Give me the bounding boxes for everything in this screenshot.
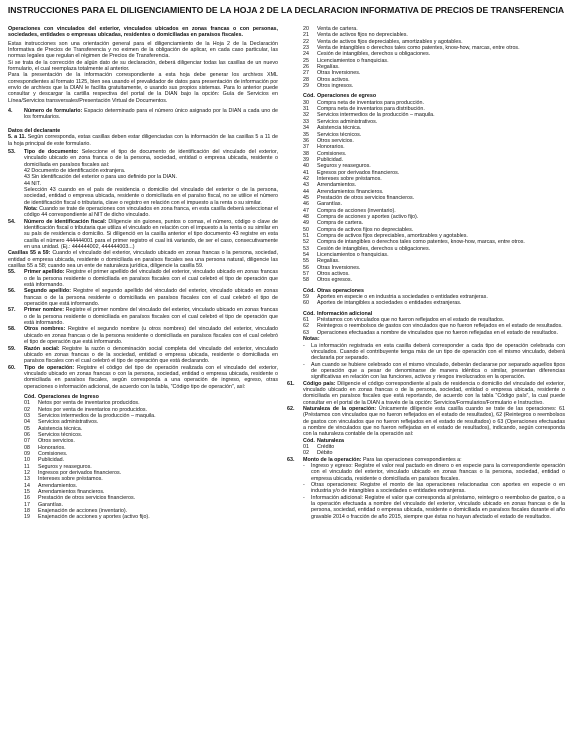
adicional-code-list: [287, 317, 565, 336]
code-description: Garantías.: [317, 201, 342, 208]
code-description: Prestación de otros servicios financieros.: [38, 495, 136, 502]
code-description: Venta de intangibles o derechos tales como patentes, know-how, marcas, entre otros.: [317, 45, 520, 52]
code-number: 63: [303, 329, 309, 336]
code-description: Ingresos por derivados financieros.: [38, 470, 122, 477]
notas-label: Notas:: [303, 336, 320, 343]
code-number: 47: [303, 207, 309, 214]
item-text: Registre el primer apellido del vinculado del exterior, vinculado ubicado en zonas francas o de la persona residente o domiciliada en paraísos fiscales con el cual celebró el tipo de operación que está informando.: [24, 269, 278, 289]
code-number: 27: [303, 70, 309, 77]
code-description: Netos por venta de inventarios no producidos.: [38, 406, 148, 413]
code-number: 08: [24, 444, 30, 451]
code-description: Licenciamientos o franquicias.: [317, 252, 389, 259]
code-description: Compra de acciones y aportes (activo fijo).: [317, 213, 419, 220]
item-label: Primer apellido:: [24, 269, 65, 276]
item-label: Razón social:: [24, 345, 60, 352]
casillas-55-59: [8, 250, 278, 269]
item-text: Registre la razón o denominación social completa del vinculado del exterior, vinculado ubicado en zonas francas o de la sociedad, entidad o empresa ubicada, residente o domiciliada en paraísos fiscales con el cual celebró el tipo de operación que está declarando.: [24, 345, 278, 365]
item-number: 55.: [8, 269, 16, 276]
left-column: [8, 26, 278, 521]
code-number: 53: [303, 245, 309, 252]
item-label: Tipo de operación:: [24, 364, 75, 371]
code-number: 05: [24, 425, 30, 432]
item-text: Registre el segundo apellido del vinculado del exterior, vinculado ubicado en zonas francas o de la persona residente o domiciliada en paraísos fiscales con el cual celebró el tipo de operación que está informando.: [24, 288, 278, 308]
intro-paragraph: Si se trata de la corrección de algún dato de su declaración, deberá diligenciar todas las casillas de un nuevo formulario, el cual reemplaza totalmente al anterior.: [8, 59, 278, 73]
code-number: 11: [24, 463, 30, 470]
code-description: Egresos por derivados financieros.: [317, 169, 400, 176]
item-number: 54.: [8, 218, 16, 225]
code-number: 44: [303, 188, 309, 195]
item-number: 57.: [8, 307, 16, 314]
doc-type-zona-franca-note: [8, 206, 278, 219]
code-description: Compra neta de inventarios para producción.: [317, 99, 424, 106]
code-description: Prestación de otros servicios financieros.: [317, 194, 415, 201]
code-description: Enajenación de acciones y aportes (activo fijo).: [38, 514, 150, 521]
code-number: 40: [303, 163, 309, 170]
code-number: 55: [303, 258, 309, 265]
code-number: 57: [303, 271, 309, 278]
item-label: 5. a 11.: [8, 134, 27, 141]
code-number: 45: [303, 194, 309, 201]
item-label: Segundo apellido:: [24, 288, 72, 295]
code-description: Débito: [317, 450, 333, 457]
item-61: [287, 381, 565, 406]
monto-bullet: - Otras operaciones: Registre el monto de las operaciones relacionadas con aportes en especie o en industria y/o de intangibles a sociedades o entidades extranjeras.: [303, 482, 565, 495]
code-number: 52: [303, 239, 309, 246]
code-description: Servicios intermedios de la producción – maquila.: [38, 412, 156, 419]
code-description: Netos por venta de inventarios producidos.: [38, 400, 140, 407]
item-number: 56.: [8, 288, 16, 295]
code-number: 48: [303, 213, 309, 220]
code-row: [287, 277, 565, 283]
code-number: 09: [24, 451, 30, 457]
code-header: Cód.: [24, 393, 36, 400]
code-number: 39: [303, 156, 309, 163]
code-description: Servicios técnicos.: [38, 431, 83, 438]
item-text: Para las operaciones correspondientes a:: [361, 456, 462, 463]
code-number: 21: [303, 32, 309, 39]
code-description: Servicios administrativos.: [38, 419, 99, 426]
intro-paragraph: Estas instrucciones son una orientación general para el diligenciamiento de la Hoja 2 de la Declaración Informativa de Precios de Transferencia y no eximen de la obligación de aplicar, en cada caso particular, las normas legales que regulan el régimen de Precios de Transferencia.: [8, 40, 278, 60]
item-label: Código país:: [303, 380, 336, 387]
item-5-11: [8, 134, 278, 147]
section-header: Operaciones de egreso: [317, 93, 377, 100]
code-number: 46: [303, 201, 309, 208]
item-number: 4.: [8, 108, 13, 115]
code-number: 58: [303, 277, 309, 284]
item-label: Primer nombre:: [24, 307, 64, 314]
code-description: Otras Inversiones.: [317, 264, 361, 271]
code-number: 31: [303, 106, 309, 113]
code-description: Cesión de intangibles, derechos u obligaciones.: [317, 245, 431, 252]
item-number: 59.: [8, 345, 16, 352]
code-number: 06: [24, 431, 30, 438]
code-description: Regalías.: [317, 64, 340, 71]
code-number: 23: [303, 45, 309, 52]
item-text: Registre el primer nombre del vinculado del exterior, vinculado ubicado en zonas francas o de la persona residente o domiciliada en paraísos fiscales con el cual celebró el tipo de operación que está informando.: [24, 307, 278, 327]
code-description: Otros servicios.: [317, 137, 354, 144]
item-label: Otros nombres:: [24, 326, 66, 333]
numbered-item: [8, 269, 278, 288]
code-number: 59: [303, 294, 309, 301]
numbered-item: [8, 326, 278, 345]
code-row: [8, 514, 278, 520]
code-description: Otros ingresos.: [317, 83, 354, 90]
code-description: Compra de acciones (inventario).: [317, 207, 396, 214]
item-label: Tipo de documento:: [24, 148, 79, 155]
code-row: [287, 330, 565, 336]
code-description: Servicios técnicos.: [317, 131, 362, 138]
item-text: Únicamente diligencie esta casilla cuando se trate de las operaciones: 61 (Préstamos con vinculados que no fueron reflejados en el estado de resultados), 62 (Reintegros o reembolsos de gastos con vinculados que no fueron reflejados en el estado de resultados) o 63 (Operaciones efectuadas a nombre de vinculados que no fueron reflejadas en el estado de resultados), indicando, según corresponda con la naturaleza contable de la operación así:: [303, 405, 565, 438]
numbered-item: [8, 346, 278, 365]
code-description: Compra neta de inventarios para distribución.: [317, 106, 425, 113]
code-description: Seguros y reaseguros.: [317, 163, 371, 170]
code-number: 18: [24, 508, 30, 515]
code-number: 49: [303, 220, 309, 227]
code-number: 36: [303, 137, 309, 144]
code-description: Compra de intangibles o derechos tales como patentes, know-how, marcas, entre otros.: [317, 239, 525, 246]
code-number: 26: [303, 64, 309, 71]
code-description: Otros activos.: [317, 76, 350, 83]
code-description: Compra de activos fijos depreciables, amortizables y agotables.: [317, 233, 468, 239]
code-number: 30: [303, 99, 309, 106]
numbered-item: [8, 365, 278, 390]
section-heading-declarante: Datos del declarante: [8, 127, 61, 134]
doc-type-code: 44 NIT.: [24, 180, 41, 187]
code-number: 61: [303, 317, 309, 324]
code-description: Compra de activos fijos no depreciables.: [317, 226, 414, 233]
code-number: 17: [24, 501, 30, 508]
code-number: 34: [303, 125, 309, 132]
code-description: Comisiones.: [317, 150, 347, 157]
naturaleza-code-list: [287, 444, 565, 457]
monto-text: Otras operaciones: Registre el monto de las operaciones relacionadas con aportes en especie o en industria y/o de intangibles a sociedades o entidades extranjeras.: [311, 482, 565, 495]
page-title: INSTRUCCIONES PARA EL DILIGENCIAMIENTO DE LA HOJA 2 DE LA DECLARACION INFORMATIVA DE PRECIOS DE TRANSFERENCIA: [7, 5, 565, 15]
code-description: Otros activos.: [317, 271, 350, 278]
code-description: Servicios intermedios de la producción – maquila.: [317, 112, 435, 119]
item-text: Registre el código del tipo de operación realizada con el vinculado del exterior, vinculado ubicado en zonas francas o con la persona, sociedad, entidad o empresa ubicada, residente o domiciliada en paraísos fiscales, según corresponda a una operación de ingreso, egreso, otras operaciones o información adicional, de acuerdo con la tabla, “Código tipo de operación”, así:: [24, 364, 278, 390]
code-description: Licenciamientos o franquicias.: [317, 57, 389, 64]
code-number: 60: [303, 300, 309, 307]
code-row: [287, 83, 565, 89]
item-text: Cuando el vinculado del exterior, vinculado ubicado en zonas francas o la persona, sociedad, entidad o empresa ubicada, residente o domiciliada en paraísos fiscales sea una persona natural, diligencie las casillas 55 a 58; cuando sea un ente de naturaleza jurídica, diligencie la casilla 59.: [8, 250, 278, 270]
code-number: 56: [303, 264, 309, 271]
code-number: 14: [24, 482, 30, 489]
monto-bullet: - Información adicional: Registre el valor que corresponda al préstamo, reintegro o reembolso de gastos, o a la operación efectuada a nombre del vinculado del exterior, vinculado ubicado en zonas francas o de la persona, sociedad, entidad o empresa ubicada, residente o domiciliada en paraísos fiscales durante el año gravable 2014 o fracción de año 2015, siempre que éstas no hayan afectado el estado de resultados.: [303, 494, 565, 520]
item-54: [8, 219, 278, 251]
code-header: Cód.: [303, 310, 315, 317]
item-text: Registre el segundo nombre (u otros nombres) del vinculado del exterior, vinculado ubicado en zonas francas o de la persona residente o domiciliada en paraísos fiscales con el cual celebró el tipo de operación que está informando.: [24, 326, 279, 346]
item-number: 58.: [8, 326, 16, 333]
code-description: Publicidad.: [317, 156, 344, 163]
section-header: Información adicional: [317, 310, 373, 317]
code-description: Otros servicios.: [38, 438, 75, 445]
item-label: Monto de la operación:: [303, 456, 362, 463]
code-number: 19: [24, 514, 30, 521]
item-label: Casillas 55 a 59:: [8, 250, 51, 257]
item-number: 53.: [8, 148, 16, 155]
code-description: Arrendamientos financieros.: [38, 489, 105, 496]
numbered-item: [8, 307, 278, 326]
code-number: 20: [303, 26, 309, 32]
code-number: 37: [303, 144, 309, 151]
item-text: Seleccione el tipo de documento de identificación del vinculado del exterior, vinculado ubicado en zona franca o de la persona, sociedad, entidad o empresa ubicada, residente o domiciliada en paraísos fiscales así:: [24, 148, 278, 168]
code-description: Venta de cartera.: [317, 26, 358, 32]
monto-text: Ingreso y egreso: Registre el valor real pactado en dinero o en especie para la correspondiente operación con el vinculado del exterior, vinculado ubicado en zonas francas o la persona, sociedad, entidad o empresa ubicada, residente o domiciliada en paraísos fiscales.: [311, 463, 565, 482]
intro-heading: Operaciones con vinculados del exterior, vinculados ubicados en zonas francas o con personas, sociedades, entidades o empresas ubicadas, residentes o domiciliadas en paraísos fiscales.: [8, 26, 278, 39]
code-header: Cód.: [303, 93, 315, 100]
code-header: Cód.: [303, 287, 315, 294]
code-number: 41: [303, 169, 309, 176]
code-description: Otros egresos.: [317, 277, 353, 284]
doc-type-code: 43 Sin identificación del exterior o para uso definido por la DIAN.: [24, 174, 177, 181]
code-number: 13: [24, 476, 30, 483]
monto-bullet: - Ingreso y egreso: Registre el valor real pactado en dinero o en especie para la correspondiente operación con el vinculado del exterior, vinculado ubicado en zonas francas o la persona, sociedad, entidad o empresa ubicada, residente o domiciliada en paraísos fiscales.: [303, 463, 565, 482]
section-header: Naturaleza: [317, 437, 345, 444]
right-column: [287, 26, 565, 520]
code-number: 38: [303, 150, 309, 157]
item-53: [8, 149, 278, 168]
code-number: 25: [303, 57, 309, 64]
code-number: 01: [24, 400, 30, 407]
code-number: 43: [303, 182, 309, 189]
doc-type-selection-note: Selección 43 cuando en el país de residencia o domicilio del vinculado del exterior o de la persona, sociedad, entidad o empresa ubicada, residente o domiciliada en el paraíso fiscal, no se utilice el número de identificación fiscal o tributaria, clave o registro en relación con el impuesto a la renta o su similar.: [24, 186, 278, 206]
intro-paragraph: Para la presentación de la información correspondiente a esta hoja debe generar los archivos XML correspondientes al formato 1125, bien sea usando el prevalidador de datos para presentación de información por envío de archivos que la DIAN le facilita gratuitamente, o usando sus propios sistemas. Para lo anterior puede consultar y descargar la cartilla respectiva del portal de la DIAN bajo la opción: Guía de Servicios en Línea/Servicios transversales/Presentación Virtual de Documentos.: [8, 72, 278, 104]
item-number: 62.: [287, 405, 295, 412]
code-description: Intereses sobre préstamos.: [38, 476, 103, 483]
code-number: 07: [24, 438, 30, 445]
code-description: Compra de cartera.: [317, 220, 364, 227]
item-text: Espacio determinado para el número único asignado por la DIAN a cada uno de los formularios.: [24, 108, 278, 121]
code-description: Comisiones.: [38, 451, 68, 457]
code-number: 10: [24, 457, 30, 464]
section-header: Operaciones de Ingreso: [38, 393, 99, 400]
nota-text: La información registrada en esta casilla deberá corresponder a cada tipo de operación celebrada con vinculados. Cuando el contribuyente tenga más de un tipo de operación con el mismo vinculado, deberá declararla por separado.: [311, 342, 565, 362]
item-number: 60.: [8, 364, 16, 371]
code-description: Préstamos con vinculados que no fueron reflejados en el estado de resultados.: [317, 317, 505, 324]
item-4: [8, 108, 278, 121]
code-description: Venta de activos fijos depreciables, amortizables y agotables.: [317, 38, 463, 45]
code-description: Honorarios.: [317, 144, 345, 151]
ingreso-code-list: [8, 400, 278, 521]
items-55-60: [8, 269, 278, 390]
otras-code-list: [287, 294, 565, 307]
code-description: Crédito: [317, 444, 335, 450]
code-description: Venta de activos fijos no depreciables.: [317, 32, 408, 39]
nota-text: Aun cuando se hubiere celebrado con el mismo vinculado, deberán declararse por separado aquellos tipos de operación que a pesar de denominarse de manera idéntica o similar, presentan diferencias significativas en relación con las funciones, activos y riesgos involucrados en la operación.: [311, 361, 565, 381]
code-description: Servicios administrativos.: [317, 118, 378, 125]
code-description: Arrendamientos financieros.: [317, 188, 384, 195]
item-label: Número de identificación fiscal:: [24, 218, 107, 225]
code-description: Intereses sobre préstamos.: [317, 175, 382, 182]
code-number: 01: [303, 444, 309, 450]
item-text: Según corresponda, estas casillas deben estar diligenciadas con la información de las casillas 5 a 11 de la hoja principal de este formulario.: [8, 134, 278, 147]
nota-item: - Aun cuando se hubiere celebrado con el mismo vinculado, deberán declararse por separado aquellos tipos de operación que a pesar de denominarse de manera idéntica o similar, presentan diferencias significativas en relación con las funciones, activos y riesgos involucrados en la operación.: [303, 361, 565, 381]
code-description: Seguros y reaseguros.: [38, 463, 92, 470]
code-number: 28: [303, 76, 309, 83]
nota-item: - La información registrada en esta casilla deberá corresponder a cada tipo de operación celebrada con vinculados. Cuando el contribuyente tenga más de un tipo de operación con el mismo vinculado, deberá declararla por separado.: [303, 342, 565, 362]
code-number: 33: [303, 118, 309, 125]
section-header: Otras operaciones: [317, 287, 364, 294]
code-description: Arrendamientos.: [317, 182, 357, 189]
code-number: 02: [24, 406, 30, 413]
code-description: Publicidad.: [38, 457, 65, 464]
code-number: 32: [303, 112, 309, 119]
item-label: Naturaleza de la operación:: [303, 405, 377, 412]
code-number: 29: [303, 83, 309, 90]
code-number: 50: [303, 226, 309, 233]
item-text: Diligencie el código correspondiente al país de residencia o domicilio del vinculado del exterior, vinculado ubicado en zonas francas o de la persona, sociedad, entidad o empresa ubicada, residente o domiciliada en paraísos fiscales que está reportando, de acuerdo con la tabla “Código país”, la cual puede consultar en el portal de la DIAN a través de la opción: Servicios/Formularios/Formulario e Instructivo.: [303, 380, 565, 406]
code-number: 16: [24, 495, 30, 502]
note-label: Nota:: [24, 205, 38, 212]
note-text: Cuando se trate de operaciones con vinculados en zona franca, en esta casilla deberá seleccionar el código 44 correspondiente al NIT de dicho vinculado.: [24, 205, 278, 219]
code-row: [287, 300, 565, 306]
code-description: Reintegros o reembolsos de gastos con vinculados que no fueron reflejados en el estado de resultados.: [317, 323, 563, 330]
code-description: Asistencia técnica.: [317, 125, 362, 132]
code-description: Regalías.: [317, 258, 340, 265]
code-number: 04: [24, 419, 30, 426]
code-header: Cód.: [303, 437, 315, 444]
item-text: Diligencie sin guiones, puntos o comas, el número, código o clave de identificación fiscal o tributaria que utiliza el vinculado en relación con el impuesto a la renta o su similar en su país de residencia o domicilio. Si diligenció en la casilla anterior el tipo documento 43 registre en esta casilla el número 444444001 para el primer registro el cual irá variando, de ser el caso, consecutivamente en una unidad. (Ej.: 444444002, 444444003...): [24, 218, 278, 250]
code-description: Operaciones efectuadas a nombre de vinculados que no fueron reflejadas en el estado de resultados.: [317, 329, 558, 336]
monto-text: Información adicional: Registre el valor que corresponda al préstamo, reintegro o reembolso de gastos, o a la operación efectuada a nombre del vinculado del exterior, vinculado ubicado en zonas francas o de la persona, sociedad, entidad o empresa ubicada, residente o domiciliada en paraísos fiscales durante el año gravable 2014 o fracción de año 2015, siempre que éstas no hayan afectado el estado de resultados.: [311, 494, 565, 520]
egreso-code-list: [287, 100, 565, 284]
code-number: 24: [303, 51, 309, 58]
item-label: Número de formulario:: [24, 108, 83, 115]
code-description: Aportes de intangibles a sociedades o entidades extranjeras.: [317, 300, 462, 307]
code-description: Otras Inversiones.: [317, 70, 361, 77]
code-number: 42: [303, 175, 309, 182]
code-number: 03: [24, 412, 30, 419]
doc-type-code: 42 Documento de identificación extranjera.: [24, 167, 126, 174]
numbered-item: [8, 288, 278, 307]
code-description: Asistencia técnica.: [38, 425, 83, 432]
code-number: 02: [303, 450, 309, 457]
code-description: Garantías.: [38, 501, 63, 508]
code-description: Arrendamientos.: [38, 482, 78, 489]
code-description: Cesión de intangibles, derechos u obligaciones.: [317, 51, 431, 58]
code-description: Aportes en especie o en industria a sociedades o entidades extranjeras.: [317, 294, 488, 301]
item-number: 61.: [287, 380, 295, 387]
item-number: 63.: [287, 456, 295, 463]
code-description: Enajenación de acciones (inventario).: [38, 508, 128, 515]
ingreso-code-list-continued: [287, 26, 565, 89]
code-number: 22: [303, 38, 309, 45]
code-number: 35: [303, 131, 309, 138]
code-description: Honorarios.: [38, 444, 66, 451]
code-number: 62: [303, 323, 309, 330]
code-number: 54: [303, 252, 309, 259]
code-number: 15: [24, 489, 30, 496]
item-62: [287, 406, 565, 438]
code-number: 12: [24, 470, 30, 477]
code-number: 51: [303, 233, 309, 239]
